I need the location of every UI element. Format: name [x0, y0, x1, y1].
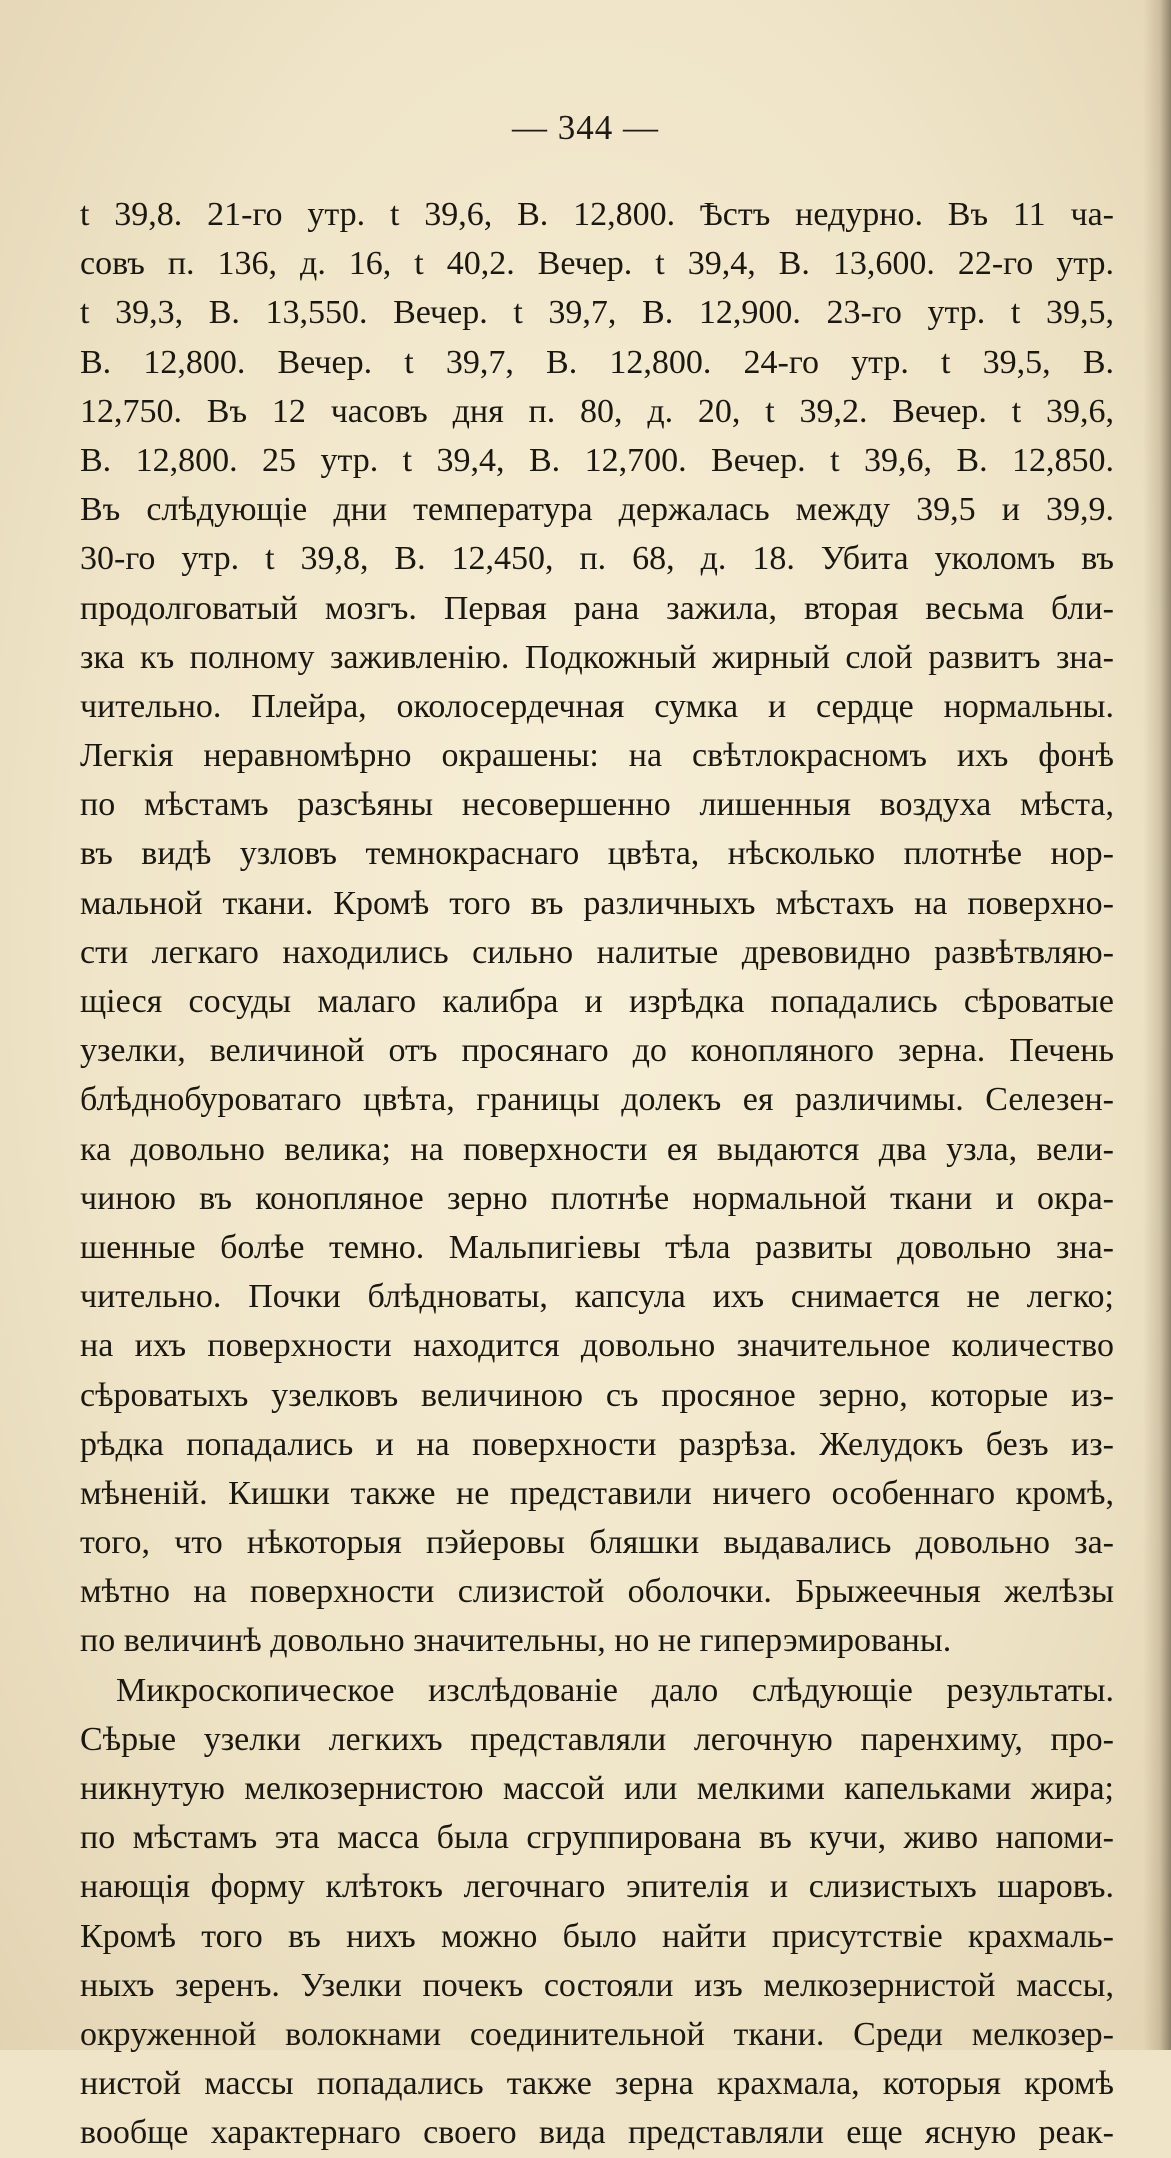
- text-line: чительно. Плейра, околосердечная сумка и сердце нормальны.: [80, 687, 1114, 725]
- text-line: 12,750. Въ 12 часовъ дня п. 80, д. 20, t 39,2. Вечер. t 39,6,: [80, 392, 1114, 430]
- text-line: вообще характернаго своего вида представляли еще ясную реак-: [80, 2114, 1114, 2152]
- text-line: Кромѣ того въ нихъ можно было найти присутствіе крахмаль-: [80, 1917, 1114, 1955]
- text-line: сти легкаго находились сильно налитые древовидно развѣтвляю-: [80, 933, 1114, 971]
- text-line: совъ п. 136, д. 16, t 40,2. Вечер. t 39,4, В. 13,600. 22-го утр.: [80, 245, 1114, 283]
- text-line: В. 12,800. Вечер. t 39,7, В. 12,800. 24-го утр. t 39,5, В.: [80, 343, 1114, 381]
- text-line: сѣроватыхъ узелковъ величиною съ просяное зерно, которые из-: [80, 1376, 1114, 1414]
- text-line: В. 12,800. 25 утр. t 39,4, В. 12,700. Вечер. t 39,6, В. 12,850.: [80, 441, 1114, 479]
- text-line: блѣднобуроватаго цвѣта, границы долекъ ея различимы. Селезен-: [80, 1081, 1114, 1119]
- text-line: щіеся сосуды малаго калибра и изрѣдка попадались сѣроватые: [80, 983, 1114, 1020]
- text-line: чиною въ конопляное зерно плотнѣе нормальной ткани и окра-: [80, 1179, 1114, 1217]
- page-number: — 344 —: [512, 108, 659, 147]
- text-line: мѣтно на поверхности слизистой оболочки. Брыжеечныя желѣзы: [80, 1573, 1114, 1611]
- page-edge-shadow: [1143, 0, 1171, 2050]
- text-line: по мѣстамъ эта масса была сгруппирована въ кучи, живо напоми-: [80, 1819, 1114, 1857]
- text-line: въ видѣ узловъ темнокраснаго цвѣта, нѣсколько плотнѣе нор-: [80, 835, 1114, 873]
- text-line: ныхъ зеренъ. Узелки почекъ состояли изъ мелкозернистой массы,: [80, 1966, 1114, 2004]
- text-line: шенные болѣе темно. Мальпигіевы тѣла развиты довольно зна-: [80, 1228, 1114, 1266]
- text-line: мѣненій. Кишки также не представили ничего особеннаго кромѣ,: [80, 1474, 1114, 1512]
- text-line: t 39,8. 21-го утр. t 39,6, В. 12,800. Ѣстъ недурно. Въ 11 ча-: [80, 196, 1114, 233]
- text-line: Въ слѣдующіе дни температура держалась между 39,5 и 39,9.: [80, 491, 1114, 529]
- text-line: ка довольно велика; на поверхности ея выдаются два узла, вели-: [80, 1130, 1114, 1168]
- text-line: нающія форму клѣтокъ легочнаго эпителія и слизистыхъ шаровъ.: [80, 1868, 1114, 1906]
- text-line: узелки, величиной отъ просянаго до конопляного зерна. Печень: [80, 1032, 1114, 1070]
- text-line: продолговатый мозгъ. Первая рана зажила, вторая весьма бли-: [80, 589, 1114, 627]
- text-line: на ихъ поверхности находится довольно значительное количество: [80, 1327, 1114, 1365]
- text-line: Микроскопическое изслѣдованіе дало слѣдующіе результаты.: [116, 1671, 1114, 1709]
- text-line: того, что нѣкоторыя пэйеровы бляшки выдавались довольно за-: [80, 1524, 1114, 1562]
- text-line: чительно. Почки блѣдноваты, капсула ихъ снимается не легко;: [80, 1278, 1114, 1316]
- text-line: рѣдка попадались и на поверхности разрѣза. Желудокъ безъ из-: [80, 1425, 1114, 1463]
- text-line: по мѣстамъ разсѣяны несовершенно лишенныя воздуха мѣста,: [80, 786, 1114, 824]
- text-line: нистой массы попадались также зерна крахмала, которыя кромѣ: [80, 2065, 1114, 2103]
- text-line: окруженной волокнами соединительной ткани. Среди мелкозер-: [80, 2015, 1114, 2053]
- body-text: [80, 190, 1114, 2158]
- text-line: Легкія неравномѣрно окрашены: на свѣтлокрасномъ ихъ фонѣ: [80, 737, 1114, 775]
- text-line: t 39,3, В. 13,550. Вечер. t 39,7, В. 12,900. 23-го утр. t 39,5,: [80, 294, 1114, 332]
- text-line: мальной ткани. Кромѣ того въ различныхъ мѣстахъ на поверхно-: [80, 884, 1114, 922]
- text-line: по величинѣ довольно значительны, но не гиперэмированы.: [80, 1622, 952, 1660]
- text-line: зка къ полному заживленію. Подкожный жирный слой развитъ зна-: [80, 638, 1114, 676]
- text-line: Сѣрые узелки легкихъ представляли легочную паренхиму, про-: [80, 1720, 1114, 1758]
- text-line: 30-го утр. t 39,8, В. 12,450, п. 68, д. 18. Убита уколомъ въ: [80, 540, 1114, 578]
- text-line: никнутую мелкозернистою массой или мелкими капельками жира;: [80, 1770, 1114, 1807]
